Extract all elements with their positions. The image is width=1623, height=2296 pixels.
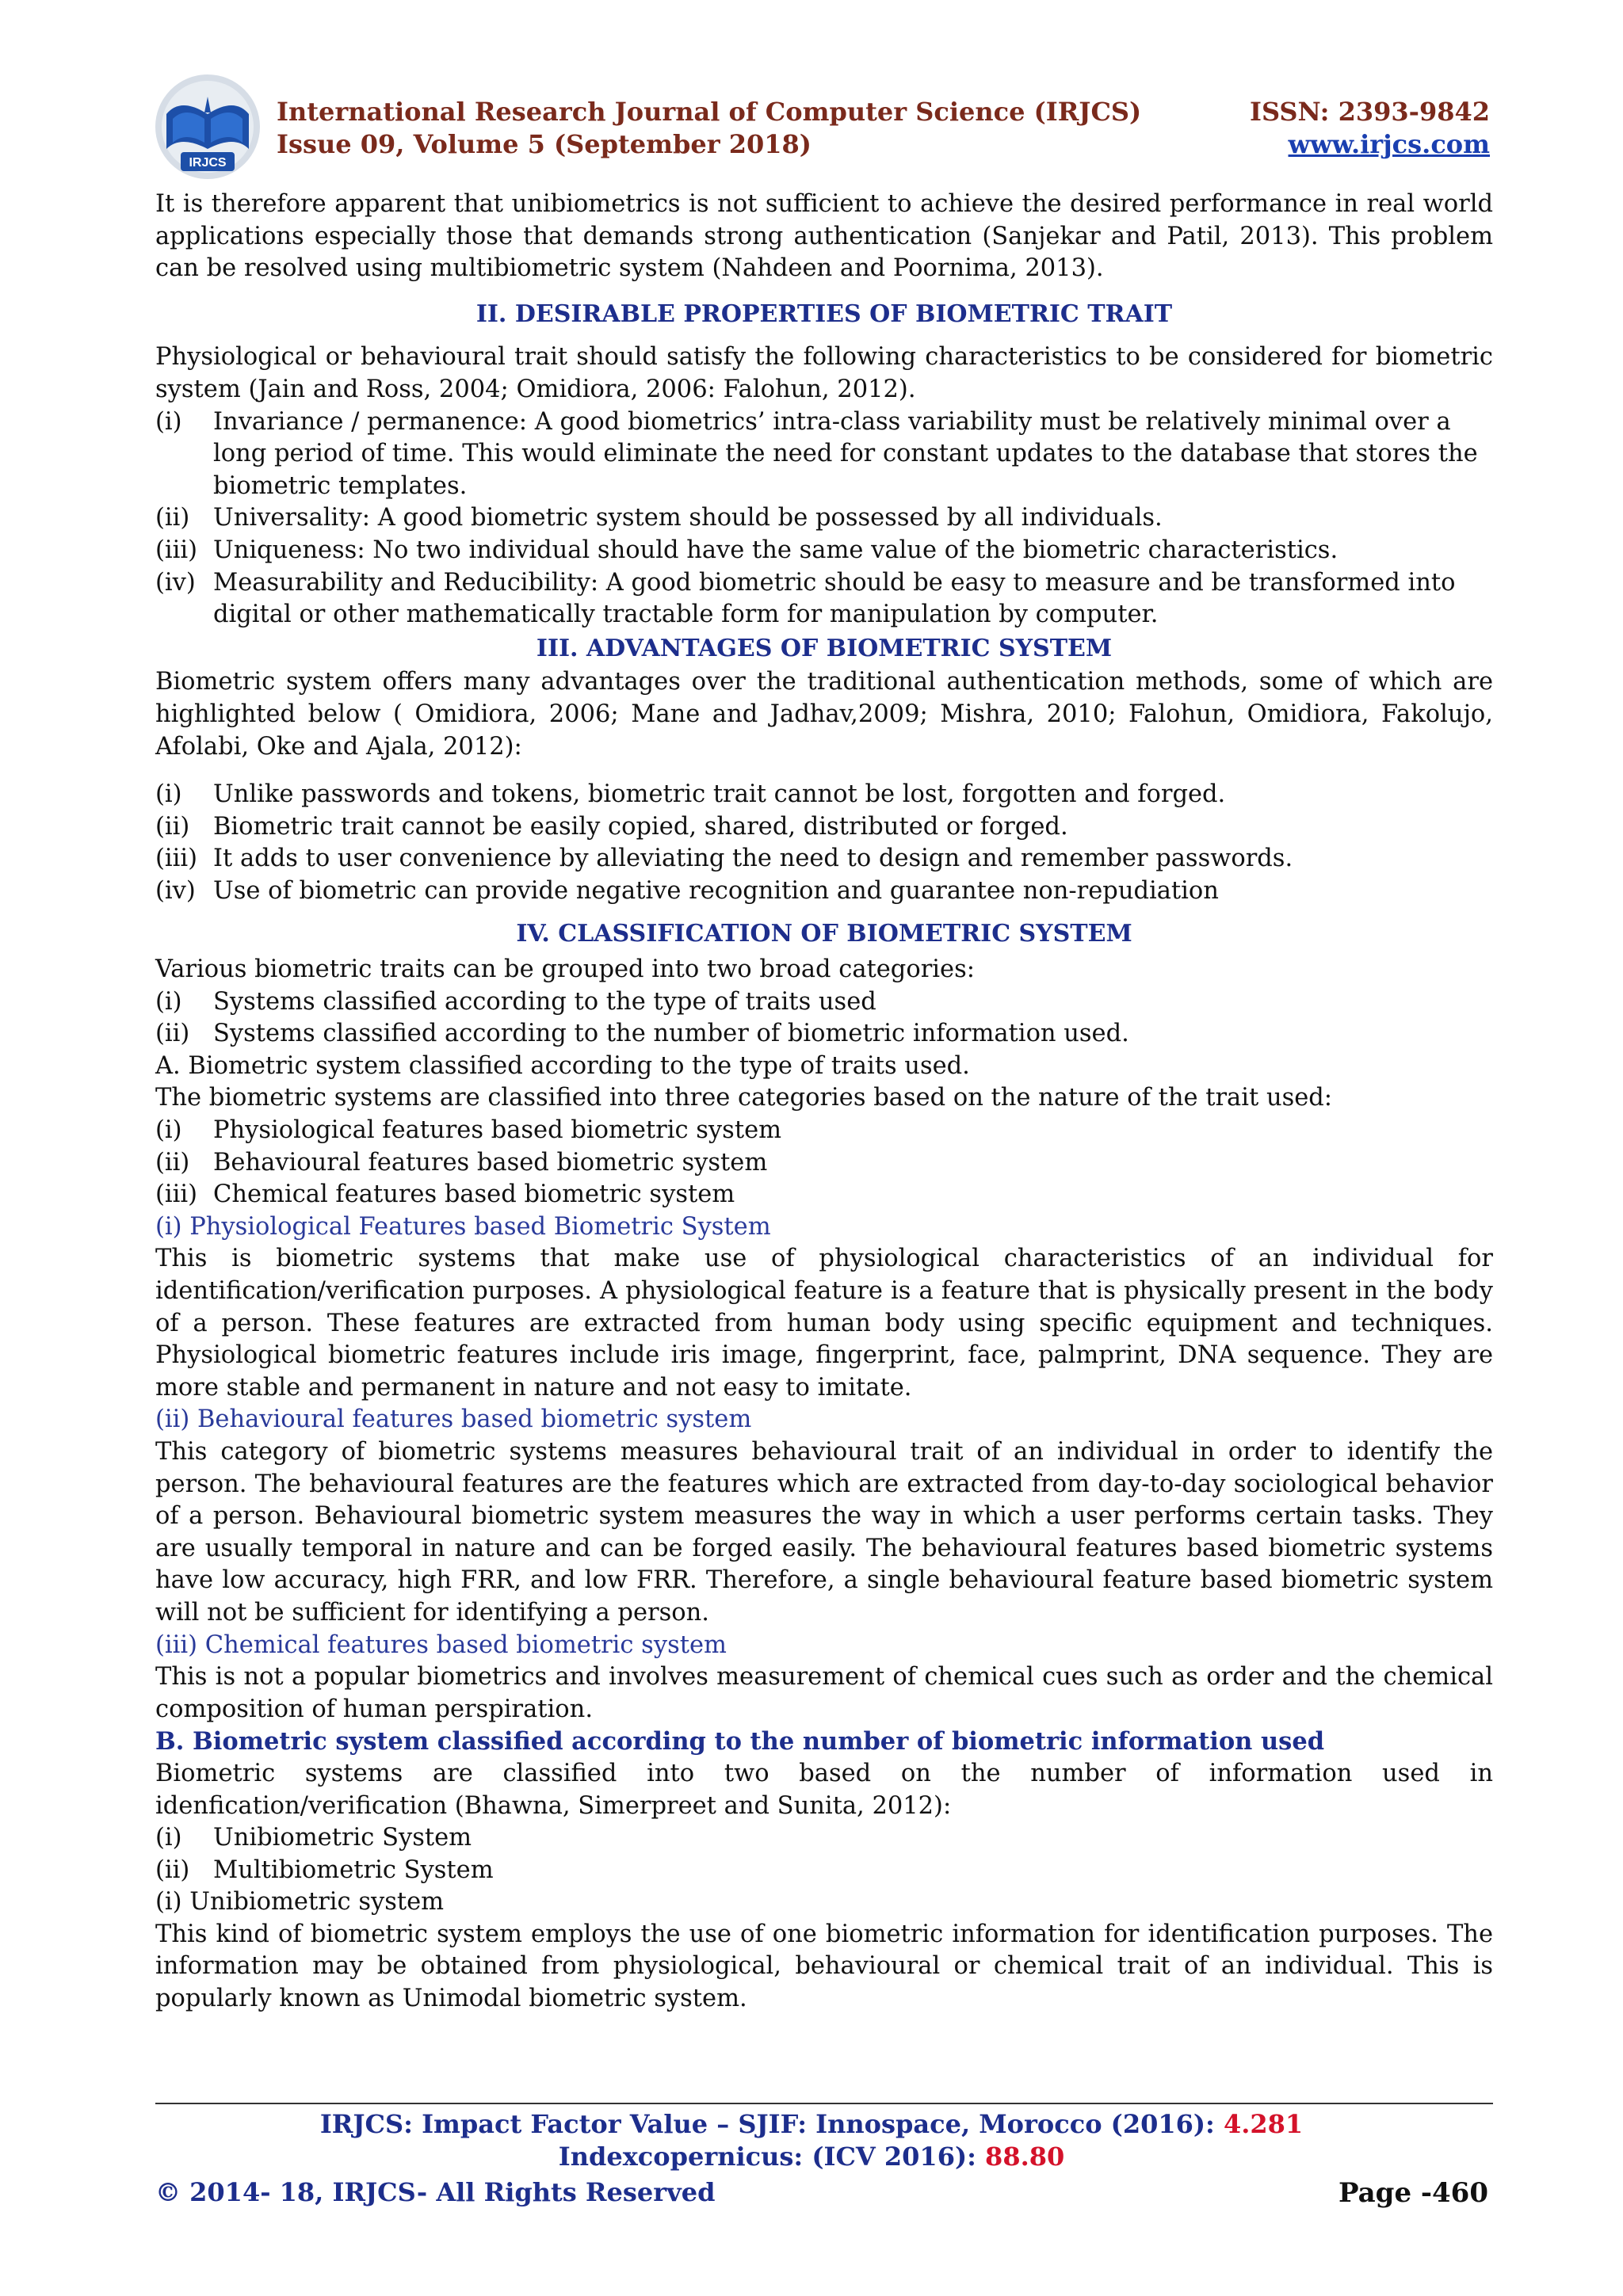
page-number: Page -460 [1338, 2177, 1488, 2209]
list-item: (ii) Multibiometric System [155, 1855, 494, 1884]
trait-type-list [155, 1115, 1493, 1211]
journal-website-link[interactable]: www.irjcs.com [1288, 129, 1490, 159]
intro-paragraph: It is therefore apparent that unibiometrics is not sufficient to achieve the desired performance in real world applications especially those that demands strong authentication (Sanjekar and Patil, 2013). This problem can be resolved using multibiometric system (Nahdeen and Poornima, 2013). [155, 190, 1493, 283]
information-number-list [155, 1822, 1493, 1886]
impact-factor-value: 4.281 [1223, 2109, 1304, 2139]
list-item: (iii) Chemical features based biometric system [155, 1180, 735, 1209]
physiological-paragraph: This is biometric systems that make use of physiological characteristics of an individual for identification/verification purposes. A physiological feature is a feature that is physically present in the body of a person. These features are extracted from human body using specific equipment and techniques. Physiological biometric features include iris image, fingerprint, face, palmprint, DNA sequence. They are more stable and permanent in nature and not easy to imitate. [155, 1245, 1493, 1402]
list-item: (iii) Uniqueness: No two individual should have the same value of the biometric characteristics. [155, 536, 1338, 564]
list-item: (ii) Behavioural features based biometric system [155, 1148, 768, 1177]
advantages-paragraph: Biometric system offers many advantages over the traditional authentication methods, some of which are highlighted below ( Omidiora, 2006; Mane and Jadhav,2009; Mishra, 2010; Falohun, Omidiora, Fakolujo, Afolabi, Oke and Ajala, 2012): [155, 668, 1493, 761]
unibiometric-paragraph: This kind of biometric system employs the use of one biometric information for identification purposes. The information may be obtained from physiological, behavioural or chemical trait of an individual. This is popularly known as Unimodal biometric system. [155, 1920, 1493, 2013]
footer-divider [155, 2103, 1493, 2104]
chemical-heading: (iii) Chemical features based biometric system [155, 1630, 727, 1659]
list-item: (ii) Systems classified according to the number of biometric information used. [155, 1020, 1129, 1048]
journal-issn: ISSN: 2393-9842 [1250, 97, 1490, 127]
list-item: (i) Invariance / permanence: A good biometrics’ intra-class variability must be relatively minimal over a long period of time. This would eliminate the need for constant updates to the database that stores the biometric templates. [155, 407, 1478, 500]
list-item: (ii) Universality: A good biometric system should be possessed by all individuals. [155, 504, 1163, 532]
classification-paragraph: Various biometric traits can be grouped into two broad categories: [155, 955, 976, 984]
list-item: (iv) Use of biometric can provide negative recognition and guarantee non-repudiation [155, 876, 1219, 905]
subsection-a-title: A. Biometric system classified according to the type of traits used. [155, 1051, 970, 1080]
footer-copyright: © 2014- 18, IRJCS- All Rights Reserved [155, 2177, 716, 2207]
behavioural-heading: (ii) Behavioural features based biometric system [155, 1405, 752, 1434]
properties-list [155, 406, 1493, 631]
section-heading-advantages: III. ADVANTAGES OF BIOMETRIC SYSTEM [536, 634, 1113, 662]
subsection-b-title: B. Biometric system classified according to the number of biometric information used [155, 1727, 1325, 1756]
section-heading-properties: II. DESIRABLE PROPERTIES OF BIOMETRIC TRAIT [475, 299, 1173, 328]
properties-paragraph: Physiological or behavioural trait should satisfy the following characteristics to be considered for biometric system (Jain and Ross, 2004; Omidiora, 2006: Falohun, 2012). [155, 343, 1493, 403]
journal-title: International Research Journal of Computer Science (IRJCS) [277, 97, 1142, 127]
subsection-b-paragraph: Biometric systems are classified into two based on the number of information used in idenfication/verification (Bhawna, Simerpreet and Sunita, 2012): [155, 1759, 1493, 1820]
section-heading-classification: IV. CLASSIFICATION OF BIOMETRIC SYSTEM [516, 920, 1132, 948]
list-item: (ii) Biometric trait cannot be easily copied, shared, distributed or forged. [155, 812, 1068, 841]
list-item: (i) Systems classified according to the type of traits used [155, 987, 876, 1016]
chemical-paragraph: This is not a popular biometrics and involves measurement of chemical cues such as order and the chemical composition of human perspiration. [155, 1663, 1493, 1723]
list-item: (iv) Measurability and Reducibility: A good biometric should be easy to measure and be transformed into digital or other mathematically tractable form for manipulation by computer. [155, 568, 1456, 629]
journal-issue: Issue 09, Volume 5 (September 2018) [277, 129, 812, 159]
list-item: (i) Unibiometric System [155, 1824, 472, 1852]
physiological-heading: (i) Physiological Features based Biometric System [155, 1212, 771, 1241]
icv-value: 88.80 [985, 2142, 1065, 2172]
footer-impact-factor: IRJCS: Impact Factor Value – SJIF: Innospace, Morocco (2016): 4.281 [319, 2109, 1304, 2139]
list-item: (i) Unlike passwords and tokens, biometric trait cannot be lost, forgotten and forged. [155, 780, 1226, 809]
article-body [155, 189, 1493, 2016]
unibiometric-heading: (i) Unibiometric system [155, 1888, 445, 1917]
list-item: (i) Physiological features based biometric system [155, 1116, 782, 1145]
advantages-list [155, 779, 1493, 907]
list-item: (iii) It adds to user convenience by alleviating the need to design and remember passwords. [155, 845, 1293, 873]
footer-icv: Indexcopernicus: (ICV 2016): 88.80 [558, 2142, 1065, 2172]
classification-list [155, 986, 1493, 1051]
irjcs-logo-icon [149, 73, 266, 184]
svg-text:IRJCS: IRJCS [189, 156, 227, 170]
subsection-a-paragraph: The biometric systems are classified into three categories based on the nature of the trait used: [155, 1084, 1333, 1112]
behavioural-paragraph: This category of biometric systems measures behavioural trait of an individual in order to identify the person. The behavioural features are the features which are extracted from day-to-day sociological behavior of a person. Behavioural biometric system measures the way in which a user performs certain tasks. They are usually temporal in nature and can be forged easily. The behavioural features based biometric systems have low accuracy, high FRR, and low FRR. Therefore, a single behavioural feature based biometric system will not be sufficient for identifying a person. [155, 1437, 1493, 1627]
